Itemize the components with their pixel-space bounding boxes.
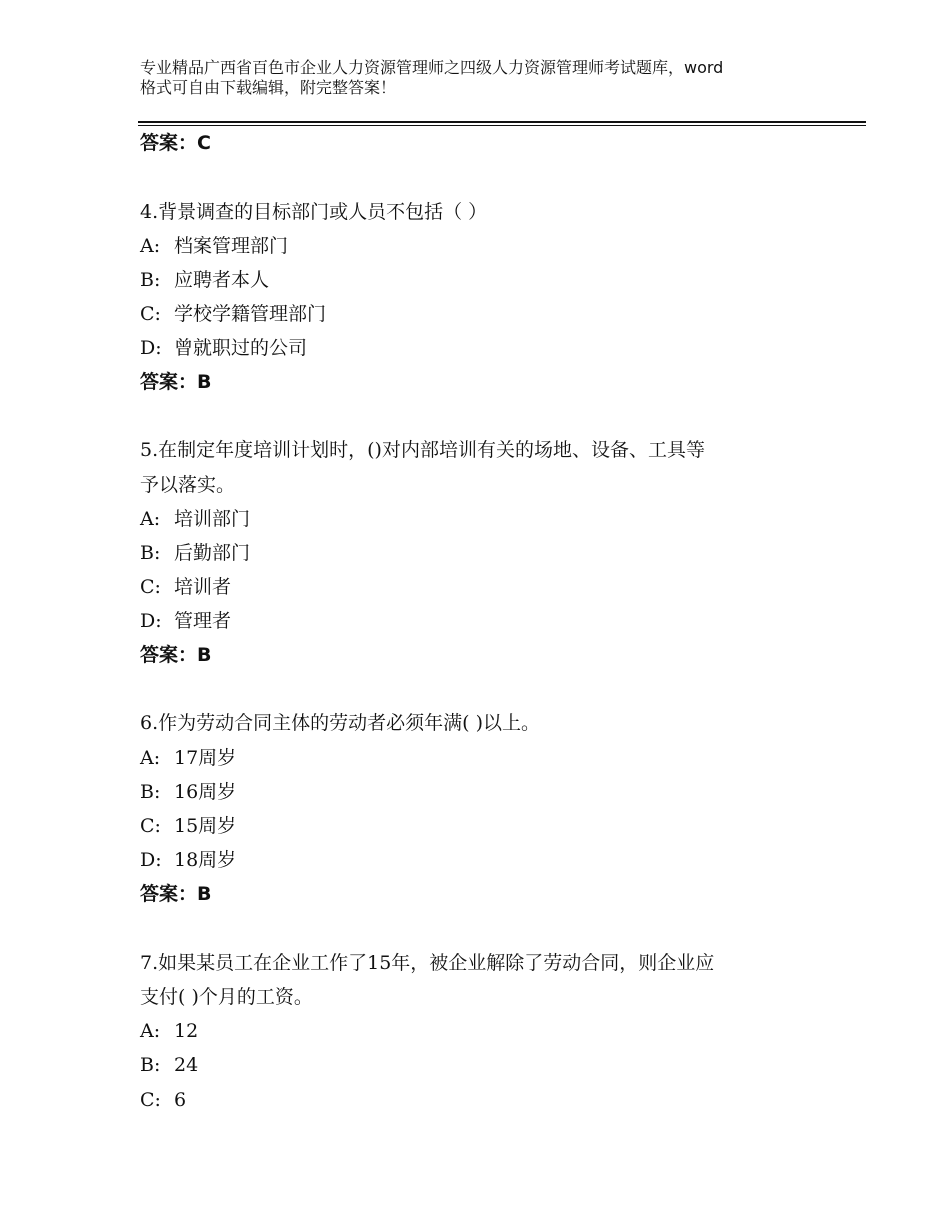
option-text: 6 xyxy=(174,1089,187,1111)
question-5-option-a xyxy=(140,507,250,531)
question-5-option-c xyxy=(140,575,231,599)
option-text: 24 xyxy=(174,1054,199,1076)
option-text: 学校学籍管理部门 xyxy=(174,303,327,325)
option-text: 16周岁 xyxy=(174,781,237,803)
header-line-2: 格式可自由下载编辑，附完整答案！ xyxy=(140,78,397,97)
question-6-option-d xyxy=(140,848,236,872)
option-letter: D: xyxy=(140,610,162,632)
header-line-1: 专业精品广西省百色市企业人力资源管理师之四级人力资源管理师考试题库，word xyxy=(140,58,724,77)
option-text: 15周岁 xyxy=(174,815,237,837)
question-4-option-d xyxy=(140,336,307,360)
option-letter: A: xyxy=(140,235,161,257)
question-6-stem: 6.作为劳动合同主体的劳动者必须年满( )以上。 xyxy=(140,712,540,734)
question-5-option-d xyxy=(140,609,231,633)
question-4-option-b xyxy=(140,268,269,292)
question-6-option-a xyxy=(140,746,236,770)
option-text: 培训部门 xyxy=(174,508,251,530)
option-letter: D: xyxy=(140,337,162,359)
option-text: 曾就职过的公司 xyxy=(174,337,308,359)
question-6-answer: 答案：B xyxy=(140,883,212,905)
question-7-option-c xyxy=(140,1088,186,1112)
question-5-stem-line-1: 5.在制定年度培训计划时，()对内部培训有关的场地、设备、工具等 xyxy=(140,439,705,461)
option-letter: A: xyxy=(140,1020,161,1042)
question-4-option-c xyxy=(140,302,326,326)
option-text: 17周岁 xyxy=(174,747,237,769)
option-letter: B: xyxy=(140,781,161,803)
option-text: 后勤部门 xyxy=(174,542,251,564)
option-text: 档案管理部门 xyxy=(174,235,289,257)
document-header xyxy=(140,58,840,98)
answer-q3: 答案：C xyxy=(140,132,211,154)
option-letter: B: xyxy=(140,1054,161,1076)
option-text: 培训者 xyxy=(174,576,232,598)
question-4-option-a xyxy=(140,234,288,258)
question-7-option-a xyxy=(140,1019,198,1043)
option-text: 应聘者本人 xyxy=(174,269,270,291)
option-text: 管理者 xyxy=(174,610,232,632)
option-letter: C: xyxy=(140,1089,161,1111)
header-rule-thick xyxy=(138,121,866,123)
question-7-stem-line-2: 支付( )个月的工资。 xyxy=(140,986,313,1008)
option-letter: C: xyxy=(140,576,161,598)
option-letter: C: xyxy=(140,303,161,325)
option-letter: B: xyxy=(140,269,161,291)
question-4-stem: 4.背景调查的目标部门或人员不包括（ ） xyxy=(140,201,488,223)
option-letter: D: xyxy=(140,849,162,871)
question-7-option-b xyxy=(140,1053,198,1077)
option-letter: C: xyxy=(140,815,161,837)
question-6-option-b xyxy=(140,780,236,804)
question-5-stem-line-2: 予以落实。 xyxy=(140,474,236,496)
option-letter: B: xyxy=(140,542,161,564)
header-rule-thin xyxy=(138,125,866,126)
question-6-option-c xyxy=(140,814,236,838)
question-4-answer: 答案：B xyxy=(140,371,212,393)
question-5-option-b xyxy=(140,541,250,565)
option-letter: A: xyxy=(140,747,161,769)
question-5-answer: 答案：B xyxy=(140,644,212,666)
option-letter: A: xyxy=(140,508,161,530)
question-7-stem-line-1: 7.如果某员工在企业工作了15年，被企业解除了劳动合同，则企业应 xyxy=(140,952,715,974)
option-text: 18周岁 xyxy=(174,849,237,871)
option-text: 12 xyxy=(174,1020,199,1042)
